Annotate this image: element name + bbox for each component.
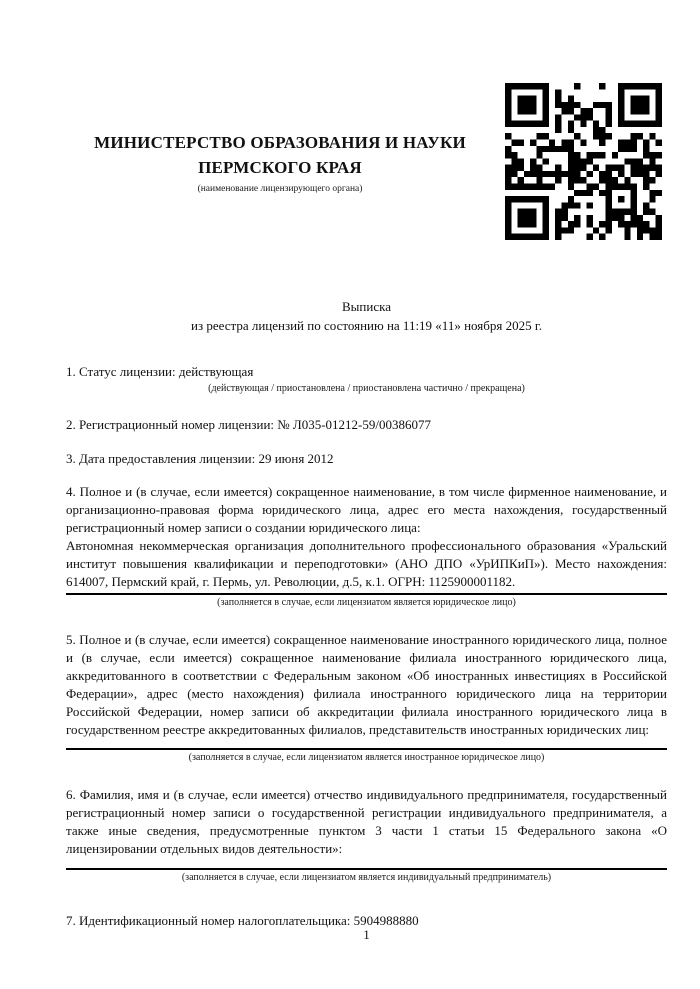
legal-entity-field (66, 483, 667, 595)
licensing-authority-header (66, 130, 494, 196)
license-grant-date-text: 3. Дата предоставления лицензии: 29 июня 2012 (66, 451, 334, 466)
individual-entrepreneur-label: 6. Фамилия, имя и (в случае, если имеется) отчество индивидуального предпринимателя, государственный регистрационный номер записи о государственной регистрации индивидуального предпринимателя, а также иные сведения, предусмотренные пунктом 3 части 1 статьи 15 Федерального закона «О лицензировании отдельных видов деятельности»: (66, 787, 667, 856)
individual-entrepreneur-caption: (заполняется в случае, если лицензиатом является индивидуальный предприниматель) (181, 872, 552, 883)
item-registration-number (66, 416, 667, 434)
item-foreign-entity-info (66, 631, 667, 764)
foreign-entity-label: 5. Полное и (в случае, если имеется) сокращенное наименование иностранного юридического лица, полное и (в случае, если имеется) сокращенное наименование филиала иностранного юридического лица, аккредитованного в соответствии с Федеральным законом «Об иностранных инвестициях в Российской Федерации», адрес (место нахождения) филиала иностранного юридического лица на территории Российской Федерации, номер записи об аккредитации филиала иностранного юридического лица в государственном реестре аккредитованных филиалов, представительств иностранных юридических лиц: (66, 632, 667, 737)
taxpayer-id-text: 7. Идентификационный номер налогоплательщика: 5904988880 (66, 913, 419, 928)
license-status-options-caption: (действующая / приостановлена / приостановлена частично / прекращена) (208, 383, 525, 394)
item-license-grant-date (66, 450, 667, 468)
document-title (66, 297, 667, 335)
item-license-status (66, 363, 667, 395)
qr-code-image (505, 83, 662, 240)
legal-entity-label: 4. Полное и (в случае, если имеется) сокращенное наименование, в том числе фирменное наименование, и организационно-правовая форма юридического лица, адрес его места нахождения, государственный регистрационный номер записи о создании юридического лица: (66, 484, 667, 535)
registration-number-text: 2. Регистрационный номер лицензии: № Л035-01212-59/00386077 (66, 417, 432, 432)
foreign-entity-blank-field (66, 739, 667, 750)
individual-entrepreneur-blank-field (66, 858, 667, 870)
qr-code (505, 83, 662, 240)
title-line1: Выписка (342, 299, 391, 314)
ministry-name-line2: ПЕРМСКОГО КРАЯ (198, 158, 362, 177)
legal-entity-value: Автономная некоммерческая организация дополнительного профессионального образования «Уральский институт повышения квалификации и переподготовки» (АНО ДПО «УрИПКиП»). Место нахождения: 614007, Пермский край, г. Пермь, ул. Революции, д.5, к.1. ОГРН: 1125900001182. (66, 538, 667, 589)
foreign-entity-caption: (заполняется в случае, если лицензиатом является иностранное юридическое лицо) (188, 752, 545, 763)
ministry-name-line1: МИНИСТЕРСТВО ОБРАЗОВАНИЯ И НАУКИ (94, 133, 466, 152)
item-individual-entrepreneur-info (66, 786, 667, 884)
licensing-authority-caption: (наименование лицензирующего органа) (197, 184, 363, 194)
document-body (66, 297, 667, 930)
title-line2: из реестра лицензий по состоянию на 11:19 «11» ноября 2025 г. (191, 318, 542, 333)
page-number: 1 (363, 927, 370, 942)
legal-entity-caption: (заполняется в случае, если лицензиатом является юридическое лицо) (217, 597, 516, 608)
license-status-text: 1. Статус лицензии: действующая (66, 364, 254, 379)
item-legal-entity-info (66, 483, 667, 609)
